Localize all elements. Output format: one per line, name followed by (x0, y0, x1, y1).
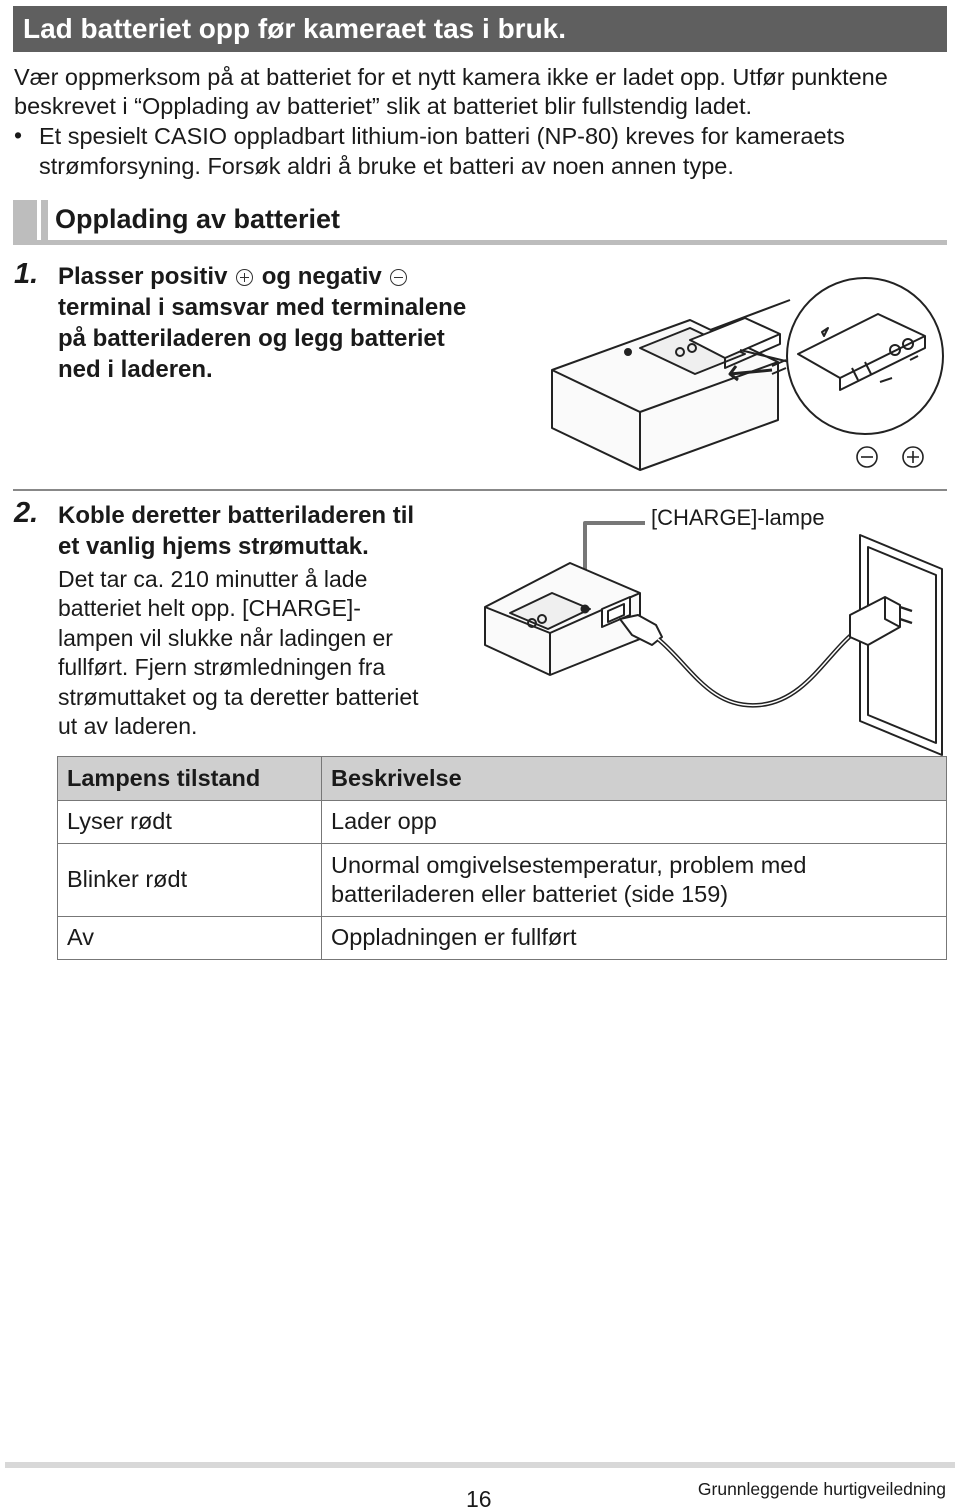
step-1-positive-text: Plasser positiv (58, 263, 228, 290)
bullet-line-2: strømforsyning. Forsøk aldri å bruke et batteri av noen annen type. (39, 153, 734, 179)
page-title: Lad batteriet opp før kameraet tas i bruk. (13, 6, 947, 52)
step-1-line-3: på batteriladeren og legg batteriet (58, 325, 445, 352)
step-1-negative-text: og negativ (261, 263, 382, 290)
step-1-line-1 (58, 261, 409, 292)
charger-outlet-illustration (480, 515, 950, 760)
charger-battery-illustration (540, 270, 950, 480)
step-1-number: 1. (14, 258, 39, 290)
footer-divider (5, 1462, 955, 1468)
table-cell-description: Oppladningen er fullført (322, 917, 947, 960)
step-2-body-1: Det tar ca. 210 minutter å lade (58, 566, 368, 592)
table-row (58, 801, 947, 844)
step-2-line-1: Koble deretter batteriladeren til (58, 502, 415, 529)
charge-lamp-label: [CHARGE]-lampe (651, 505, 825, 530)
step-2-body-6: ut av laderen. (58, 713, 198, 739)
table-cell-description-line-2: batteriladeren eller batteriet (side 159) (331, 881, 729, 907)
step-2-body-4: fullført. Fjern strømledningen fra (58, 654, 386, 680)
table-header-description: Beskrivelse (322, 757, 947, 801)
plus-terminal-icon (236, 269, 253, 286)
step-2-line-2: et vanlig hjems strømuttak. (58, 533, 369, 560)
section-heading-text: Opplading av batteriet (55, 204, 341, 234)
step-2-body-5: strømuttaket og ta deretter batteriet (58, 684, 419, 710)
minus-terminal-icon (390, 269, 407, 286)
intro-line-1: Vær oppmerksom på at batteriet for et nytt kamera ikke er ladet opp. Utfør punktene (14, 64, 888, 90)
table-cell-description (322, 844, 947, 917)
step-2-number: 2. (14, 497, 39, 529)
step-1-line-2: terminal i samsvar med terminalene (58, 294, 467, 321)
lamp-status-table (57, 756, 947, 960)
step-2-body-2: batteriet helt opp. [CHARGE]- (58, 595, 361, 621)
table-header-state: Lampens tilstand (58, 757, 322, 801)
table-cell-state: Av (58, 917, 322, 960)
intro-line-2: beskrevet i “Opplading av batteriet” slik at batteriet blir fullstendig ladet. (14, 93, 753, 119)
section-heading (13, 200, 947, 246)
page-number: 16 (466, 1486, 492, 1509)
table-row (58, 917, 947, 960)
table-cell-description: Lader opp (322, 801, 947, 844)
table-header-row (58, 757, 947, 801)
table-cell-description-line-1: Unormal omgivelsestemperatur, problem med (331, 851, 807, 878)
bullet-line-1: Et spesielt CASIO oppladbart lithium-ion batteri (NP-80) kreves for kameraets (39, 123, 845, 149)
step-separator (13, 489, 947, 491)
footer-title: Grunnleggende hurtigveiledning (697, 1479, 946, 1499)
step-1-line-4: ned i laderen. (58, 356, 213, 383)
bullet-dot: • (14, 122, 23, 148)
table-cell-state: Blinker rødt (58, 844, 322, 917)
step-2-body-3: lampen vil slukke når ladingen er (58, 625, 393, 651)
table-cell-state: Lyser rødt (58, 801, 322, 844)
table-row (58, 844, 947, 917)
